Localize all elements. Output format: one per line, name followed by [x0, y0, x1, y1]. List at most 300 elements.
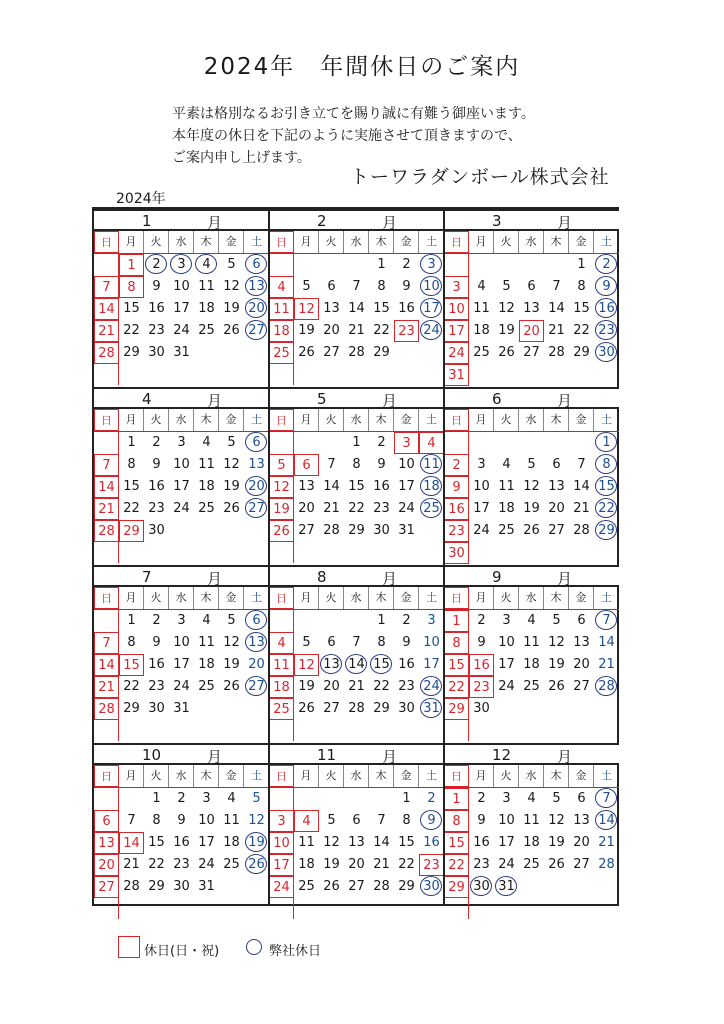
day-cell: 28: [373, 879, 390, 894]
weekday-label: 火: [144, 765, 169, 787]
day-cell: 25: [269, 698, 294, 720]
day-cell: 20: [573, 657, 590, 672]
day-cell: 27: [523, 345, 540, 360]
day-cell: 2: [444, 454, 469, 476]
day-cell: 22: [123, 323, 140, 338]
day-cell: 8: [127, 635, 136, 650]
day-cell: 9: [152, 635, 161, 650]
day-cell: 18: [523, 835, 540, 850]
day-cell: 17: [444, 320, 469, 342]
day-cell: 25: [523, 679, 540, 694]
day-cell: 2: [152, 613, 161, 628]
day-grid: [269, 432, 444, 563]
day-cell: 28: [548, 345, 565, 360]
day-cell: 19: [223, 657, 240, 672]
day-cell: 21: [373, 857, 390, 872]
day-cell: 18: [498, 501, 515, 516]
weekday-label: 日: [94, 765, 119, 787]
month-header: [94, 565, 269, 587]
day-cell: 26: [498, 345, 515, 360]
day-cell: 13: [548, 479, 565, 494]
day-cell: 7: [594, 610, 619, 632]
day-cell: 6: [327, 635, 336, 650]
day-cell: 24: [473, 523, 490, 538]
month-block: [444, 209, 619, 385]
day-cell: 16: [473, 835, 490, 850]
annual-calendar: [92, 207, 619, 906]
day-cell: 29: [123, 345, 140, 360]
weekday-label: 水: [344, 587, 369, 609]
day-cell: 27: [323, 701, 340, 716]
day-cell: 5: [252, 791, 261, 806]
day-cell: 18: [269, 320, 294, 342]
day-cell: 20: [244, 476, 269, 498]
weekday-label: 月: [469, 765, 494, 787]
day-cell: 7: [352, 635, 361, 650]
day-cell: 28: [94, 698, 119, 720]
day-cell: 8: [352, 457, 361, 472]
day-cell: 4: [419, 432, 444, 454]
day-cell: 22: [148, 857, 165, 872]
day-cell: 3: [202, 791, 211, 806]
day-cell: 28: [573, 523, 590, 538]
day-cell: 12: [269, 476, 294, 498]
day-cell: 11: [473, 301, 490, 316]
day-cell: 15: [369, 654, 394, 676]
day-cell: 14: [119, 832, 144, 854]
day-cell: 25: [198, 679, 215, 694]
day-cell: 3: [419, 254, 444, 276]
month-number: 2: [317, 212, 327, 230]
weekday-label: 水: [169, 409, 194, 431]
day-cell: 29: [123, 701, 140, 716]
weekday-label: 日: [444, 409, 469, 431]
weekday-row: [444, 409, 619, 432]
day-cell: 24: [198, 857, 215, 872]
weekday-label: 日: [269, 765, 294, 787]
day-cell: 15: [444, 654, 469, 676]
month-block: [269, 565, 444, 741]
day-cell: 1: [377, 257, 386, 272]
day-cell: 21: [323, 501, 340, 516]
day-cell: 1: [119, 254, 144, 276]
day-cell: 3: [177, 435, 186, 450]
day-cell: 10: [173, 457, 190, 472]
day-cell: 25: [523, 857, 540, 872]
month-suffix: 月: [382, 214, 398, 232]
weekday-row: [444, 587, 619, 610]
day-cell: 1: [444, 788, 469, 810]
weekday-label: 木: [369, 587, 394, 609]
day-cell: 9: [594, 276, 619, 298]
day-cell: 1: [444, 610, 469, 632]
weekday-label: 水: [519, 409, 544, 431]
day-cell: 19: [223, 479, 240, 494]
weekday-label: 月: [294, 765, 319, 787]
day-cell: 12: [548, 635, 565, 650]
day-cell: 13: [244, 632, 269, 654]
weekday-label: 月: [119, 587, 144, 609]
day-cell: 14: [348, 301, 365, 316]
company-name: トーワラダンボール株式会社: [350, 166, 610, 188]
day-cell: 13: [248, 457, 265, 472]
weekday-label: 火: [144, 409, 169, 431]
intro-line: 本年度の休日を下記のように実施させて頂きますので、: [172, 128, 522, 144]
day-cell: 18: [298, 857, 315, 872]
day-cell: 8: [377, 279, 386, 294]
day-cell: 12: [223, 457, 240, 472]
day-grid: [444, 254, 619, 385]
day-cell: 21: [598, 835, 615, 850]
day-cell: 18: [269, 676, 294, 698]
day-cell: 6: [244, 254, 269, 276]
day-cell: 20: [298, 501, 315, 516]
month-suffix: 月: [207, 748, 223, 766]
month-header: [269, 743, 444, 765]
day-cell: 13: [573, 635, 590, 650]
day-cell: 27: [573, 679, 590, 694]
day-cell: 15: [119, 654, 144, 676]
day-cell: 2: [477, 791, 486, 806]
weekday-label: 月: [119, 231, 144, 253]
day-grid: [94, 788, 269, 919]
day-cell: 19: [269, 498, 294, 520]
weekday-label: 金: [394, 765, 419, 787]
day-cell: 11: [198, 635, 215, 650]
day-cell: 7: [377, 813, 386, 828]
day-cell: 27: [348, 879, 365, 894]
day-cell: 4: [269, 276, 294, 298]
weekday-row: [94, 231, 269, 254]
day-cell: 15: [573, 301, 590, 316]
day-cell: 30: [444, 542, 469, 564]
day-cell: 19: [548, 657, 565, 672]
weekday-label: 月: [469, 231, 494, 253]
day-cell: 15: [148, 835, 165, 850]
day-cell: 10: [398, 457, 415, 472]
day-cell: 11: [269, 654, 294, 676]
weekday-label: 木: [544, 765, 569, 787]
month-block: [269, 387, 444, 563]
day-cell: 11: [298, 835, 315, 850]
day-cell: 10: [498, 635, 515, 650]
day-cell: 29: [373, 345, 390, 360]
day-cell: 24: [498, 679, 515, 694]
day-cell: 5: [552, 791, 561, 806]
weekday-label: 土: [251, 235, 262, 248]
day-cell: 13: [319, 654, 344, 676]
day-cell: 22: [123, 501, 140, 516]
day-cell: 21: [348, 323, 365, 338]
day-cell: 18: [473, 323, 490, 338]
day-cell: 14: [594, 810, 619, 832]
holiday-legend-box-icon: [118, 936, 140, 958]
day-cell: 28: [348, 345, 365, 360]
day-cell: 28: [594, 676, 619, 698]
month-number: 5: [317, 390, 327, 408]
weekday-label: 日: [269, 409, 294, 431]
weekday-label: 金: [569, 587, 594, 609]
day-cell: 6: [94, 810, 119, 832]
day-cell: 24: [419, 320, 444, 342]
day-cell: 4: [527, 613, 536, 628]
day-cell: 15: [123, 479, 140, 494]
day-cell: 6: [577, 613, 586, 628]
day-cell: 5: [502, 279, 511, 294]
weekday-label: 木: [369, 765, 394, 787]
day-cell: 6: [352, 813, 361, 828]
day-cell: 4: [269, 632, 294, 654]
company-holiday-legend-label: 弊社休日: [269, 944, 322, 959]
day-cell: 21: [598, 657, 615, 672]
day-cell: 19: [498, 323, 515, 338]
day-cell: 25: [223, 857, 240, 872]
day-cell: 14: [598, 635, 615, 650]
month-header: [444, 209, 619, 231]
day-cell: 13: [94, 832, 119, 854]
day-cell: 16: [469, 654, 494, 676]
month-number: 12: [492, 746, 512, 764]
day-cell: 10: [423, 635, 440, 650]
day-cell: 30: [469, 876, 494, 898]
weekday-row: [269, 409, 444, 432]
weekday-label: 月: [469, 587, 494, 609]
day-cell: 30: [148, 523, 165, 538]
company-holiday-circle-icon: [246, 939, 262, 955]
day-cell: 24: [173, 679, 190, 694]
day-cell: 27: [94, 876, 119, 898]
day-cell: 5: [552, 613, 561, 628]
weekday-label: 木: [544, 409, 569, 431]
day-cell: 26: [269, 520, 294, 542]
day-cell: 9: [402, 279, 411, 294]
day-grid: [94, 432, 269, 563]
month-number: 9: [492, 568, 502, 586]
day-cell: 27: [244, 676, 269, 698]
day-cell: 16: [148, 479, 165, 494]
day-cell: 16: [373, 479, 390, 494]
day-cell: 19: [298, 679, 315, 694]
day-cell: 11: [269, 298, 294, 320]
day-cell: 16: [423, 835, 440, 850]
day-cell: 17: [198, 835, 215, 850]
day-cell: 10: [173, 279, 190, 294]
day-cell: 9: [152, 279, 161, 294]
weekday-label: 木: [194, 231, 219, 253]
day-cell: 12: [523, 479, 540, 494]
weekday-label: 日: [269, 231, 294, 253]
day-grid: [269, 610, 444, 741]
month-number: 11: [317, 746, 337, 764]
weekday-label: 木: [369, 231, 394, 253]
year-label: 2024年: [116, 191, 166, 207]
weekday-label: 火: [144, 231, 169, 253]
weekday-label: 水: [519, 231, 544, 253]
month-header: [444, 387, 619, 409]
day-grid: [94, 610, 269, 741]
day-cell: 4: [527, 791, 536, 806]
month-block: [269, 743, 444, 919]
month-block: [94, 209, 269, 385]
day-cell: 4: [194, 254, 219, 276]
day-cell: 9: [477, 635, 486, 650]
day-cell: 1: [577, 257, 586, 272]
month-suffix: 月: [382, 748, 398, 766]
month-suffix: 月: [557, 214, 573, 232]
day-cell: 1: [127, 435, 136, 450]
day-cell: 20: [323, 323, 340, 338]
day-cell: 13: [244, 276, 269, 298]
day-cell: 4: [202, 613, 211, 628]
day-cell: 11: [198, 457, 215, 472]
column-divider: [443, 209, 445, 904]
day-cell: 28: [323, 523, 340, 538]
day-cell: 19: [323, 857, 340, 872]
day-cell: 5: [302, 279, 311, 294]
day-cell: 17: [473, 501, 490, 516]
day-cell: 23: [148, 501, 165, 516]
day-cell: 15: [398, 835, 415, 850]
day-cell: 23: [373, 501, 390, 516]
day-cell: 26: [548, 679, 565, 694]
month-suffix: 月: [207, 570, 223, 588]
intro-line: ご案内申し上げます。: [172, 150, 311, 166]
day-cell: 6: [552, 457, 561, 472]
month-header: [269, 387, 444, 409]
day-cell: 28: [94, 520, 119, 542]
day-cell: 19: [523, 501, 540, 516]
day-cell: 2: [477, 613, 486, 628]
day-cell: 12: [548, 813, 565, 828]
month-block: [444, 387, 619, 563]
month-block: [444, 565, 619, 741]
weekday-label: 火: [319, 231, 344, 253]
day-cell: 2: [427, 791, 436, 806]
day-cell: 25: [498, 523, 515, 538]
day-cell: 27: [323, 345, 340, 360]
day-cell: 25: [269, 342, 294, 364]
weekday-row: [269, 231, 444, 254]
page-title: 2024年 年間休日のご案内: [203, 54, 521, 80]
day-cell: 15: [123, 301, 140, 316]
day-cell: 30: [148, 345, 165, 360]
day-cell: 13: [523, 301, 540, 316]
day-cell: 26: [298, 345, 315, 360]
day-cell: 7: [352, 279, 361, 294]
day-cell: 3: [444, 276, 469, 298]
day-cell: 23: [594, 320, 619, 342]
day-cell: 5: [227, 613, 236, 628]
day-cell: 26: [523, 523, 540, 538]
day-cell: 29: [148, 879, 165, 894]
day-cell: 24: [269, 876, 294, 898]
day-cell: 25: [298, 879, 315, 894]
day-cell: 26: [323, 879, 340, 894]
day-cell: 31: [419, 698, 444, 720]
day-cell: 10: [269, 832, 294, 854]
month-number: 8: [317, 568, 327, 586]
weekday-label: 日: [94, 409, 119, 431]
month-number: 1: [142, 212, 152, 230]
day-cell: 12: [294, 654, 319, 676]
day-cell: 26: [298, 701, 315, 716]
day-cell: 5: [302, 635, 311, 650]
day-cell: 3: [502, 791, 511, 806]
weekday-label: 土: [601, 769, 612, 782]
day-cell: 13: [348, 835, 365, 850]
month-suffix: 月: [382, 392, 398, 410]
weekday-label: 日: [444, 765, 469, 787]
weekday-label: 金: [569, 765, 594, 787]
weekday-label: 金: [219, 231, 244, 253]
day-cell: 7: [552, 279, 561, 294]
day-cell: 8: [127, 457, 136, 472]
day-cell: 29: [444, 876, 469, 898]
day-cell: 16: [398, 657, 415, 672]
weekday-label: 火: [144, 587, 169, 609]
weekday-row: [444, 231, 619, 254]
day-cell: 21: [348, 679, 365, 694]
day-cell: 15: [594, 476, 619, 498]
day-cell: 19: [223, 301, 240, 316]
day-cell: 1: [152, 791, 161, 806]
day-cell: 28: [598, 857, 615, 872]
weekday-label: 金: [219, 765, 244, 787]
weekday-label: 木: [194, 587, 219, 609]
day-cell: 21: [573, 501, 590, 516]
day-cell: 9: [444, 476, 469, 498]
day-cell: 10: [498, 813, 515, 828]
day-cell: 5: [227, 257, 236, 272]
weekday-label: 火: [494, 409, 519, 431]
weekday-label: 金: [569, 231, 594, 253]
day-cell: 7: [577, 457, 586, 472]
day-cell: 16: [173, 835, 190, 850]
weekday-label: 日: [94, 587, 119, 609]
day-cell: 26: [244, 854, 269, 876]
day-cell: 22: [398, 857, 415, 872]
weekday-label: 木: [369, 409, 394, 431]
intro-line: 平素は格別なるお引き立てを賜り誠に有難う御座います。: [172, 106, 535, 122]
day-cell: 29: [373, 701, 390, 716]
day-cell: 27: [244, 498, 269, 520]
day-cell: 20: [244, 298, 269, 320]
day-cell: 5: [527, 457, 536, 472]
day-cell: 14: [548, 301, 565, 316]
day-cell: 9: [477, 813, 486, 828]
day-cell: 17: [398, 479, 415, 494]
day-grid: [444, 610, 619, 741]
day-cell: 31: [173, 701, 190, 716]
weekday-label: 土: [601, 235, 612, 248]
day-cell: 6: [244, 610, 269, 632]
day-cell: 29: [398, 879, 415, 894]
weekday-label: 水: [344, 409, 369, 431]
day-cell: 30: [148, 701, 165, 716]
day-grid: [269, 788, 444, 919]
weekday-label: 日: [444, 587, 469, 609]
holiday-legend-label: 休日(日・祝): [144, 944, 220, 959]
day-cell: 9: [152, 457, 161, 472]
day-cell: 29: [119, 520, 144, 542]
day-cell: 26: [223, 323, 240, 338]
day-cell: 5: [327, 813, 336, 828]
day-cell: 17: [173, 479, 190, 494]
day-cell: 27: [573, 857, 590, 872]
weekday-label: 土: [601, 591, 612, 604]
day-cell: 14: [94, 476, 119, 498]
day-cell: 18: [198, 657, 215, 672]
